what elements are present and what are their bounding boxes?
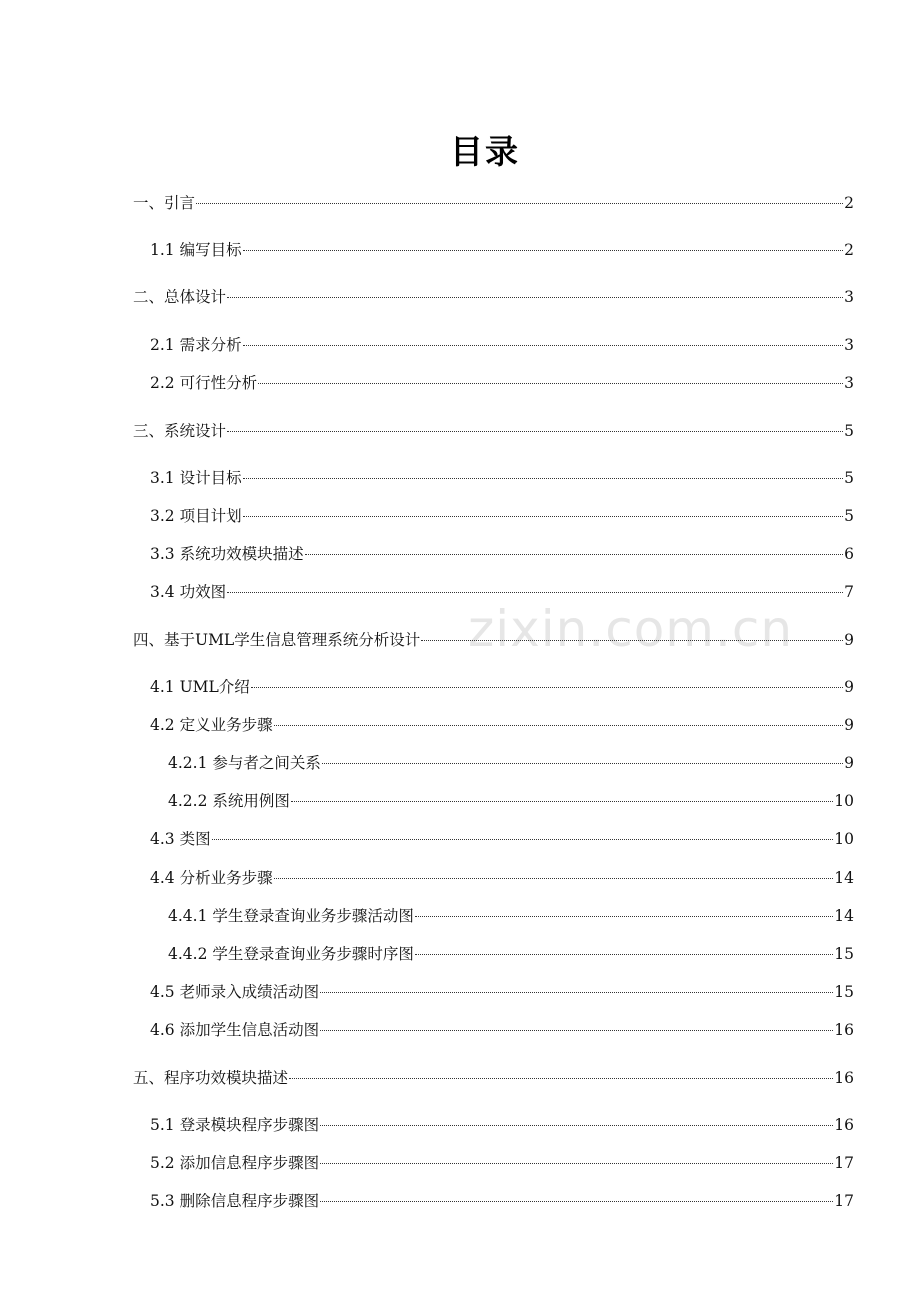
toc-entry-label: 2.2 可行性分析: [150, 374, 258, 392]
toc-entry-2[interactable]: [133, 284, 854, 310]
toc-entry-page: 6: [844, 545, 854, 563]
toc-entry-page: 15: [834, 945, 854, 963]
toc-leader-dots: [415, 916, 833, 917]
toc-leader-dots: [258, 383, 843, 384]
toc-entry-label: 五、程序功效模块描述: [133, 1069, 289, 1087]
toc-entry-label: 4.2.2 系统用例图: [168, 792, 290, 810]
toc-entry-page: 17: [834, 1192, 854, 1210]
toc-entry-page: 10: [834, 792, 854, 810]
toc-leader-dots: [289, 1078, 833, 1079]
toc-entry-5-3[interactable]: [150, 1188, 854, 1214]
toc-entry-label: 3.4 功效图: [150, 583, 227, 601]
toc-entry-label: 2.1 需求分析: [150, 336, 242, 354]
toc-entry-page: 2: [844, 241, 854, 259]
toc-leader-dots: [243, 478, 844, 479]
toc-entry-label: 4.3 类图: [150, 830, 211, 848]
toc-entry-label: 3.1 设计目标: [150, 469, 242, 487]
toc-entry-2-1[interactable]: [150, 332, 854, 358]
toc-leader-dots: [274, 725, 844, 726]
toc-entry-label: 4.5 老师录入成绩活动图: [150, 983, 320, 1001]
toc-entry-4-6[interactable]: [150, 1017, 854, 1043]
toc-leader-dots: [227, 592, 843, 593]
toc-entry-4-2-2[interactable]: [168, 788, 854, 814]
toc-entry-page: 10: [834, 830, 854, 848]
toc-leader-dots: [227, 431, 843, 432]
watermark: zixin.com.cn: [468, 600, 794, 658]
toc-entry-1-1[interactable]: [150, 237, 854, 263]
toc-entry-page: 9: [844, 716, 854, 734]
toc-entry-page: 14: [834, 869, 854, 887]
toc-entry-page: 3: [844, 374, 854, 392]
toc-leader-dots: [415, 954, 833, 955]
toc-leader-dots: [320, 1163, 833, 1164]
toc-entry-page: 16: [834, 1069, 854, 1087]
toc-entry-label: 4.2.1 参与者之间关系: [168, 754, 321, 772]
toc-entry-label: 3.3 系统功效模块描述: [150, 545, 304, 563]
toc-entry-page: 5: [844, 422, 854, 440]
toc-entry-page: 2: [844, 194, 854, 212]
toc-leader-dots: [320, 1125, 833, 1126]
toc-entry-4-4-1[interactable]: [168, 903, 854, 929]
toc-entry-label: 二、总体设计: [133, 288, 227, 306]
toc-leader-dots: [305, 554, 844, 555]
toc-entry-page: 14: [834, 907, 854, 925]
toc-entry-4-4-2[interactable]: [168, 941, 854, 967]
toc-entry-page: 15: [834, 983, 854, 1001]
toc-leader-dots: [322, 763, 843, 764]
toc-entry-label: 4.1 UML介绍: [150, 678, 250, 696]
toc-leader-dots: [320, 1201, 833, 1202]
toc-entry-label: 4.4.1 学生登录查询业务步骤活动图: [168, 907, 414, 925]
toc-leader-dots: [243, 250, 844, 251]
toc-entry-page: 16: [834, 1021, 854, 1039]
toc-leader-dots: [212, 839, 834, 840]
toc-entry-page: 5: [844, 469, 854, 487]
toc-entry-3-4[interactable]: [150, 579, 854, 605]
toc-entry-page: 5: [844, 507, 854, 525]
toc-entry-label: 4.4.2 学生登录查询业务步骤时序图: [168, 945, 414, 963]
toc-entry-5-2[interactable]: [150, 1150, 854, 1176]
toc-leader-dots: [227, 297, 843, 298]
toc-entry-page: 9: [844, 631, 854, 649]
toc-entry-label: 4.4 分析业务步骤: [150, 869, 273, 887]
toc-entry-label: 三、系统设计: [133, 422, 227, 440]
toc-leader-dots: [274, 878, 834, 879]
toc-entry-page: 3: [844, 288, 854, 306]
toc-leader-dots: [320, 1030, 833, 1031]
toc-entry-3-1[interactable]: [150, 465, 854, 491]
toc-leader-dots: [196, 203, 843, 204]
toc-entry-label: 4.6 添加学生信息活动图: [150, 1021, 320, 1039]
toc-entry-3-2[interactable]: [150, 503, 854, 529]
toc-entry-4-2[interactable]: [150, 712, 854, 738]
toc-entry-page: 9: [844, 754, 854, 772]
toc-entry-label: 1.1 编写目标: [150, 241, 242, 259]
toc-entry-page: 9: [844, 678, 854, 696]
toc-entry-label: 3.2 项目计划: [150, 507, 242, 525]
toc-leader-dots: [320, 992, 833, 993]
toc-entry-label: 5.3 删除信息程序步骤图: [150, 1192, 320, 1210]
toc-entry-label: 四、基于UML学生信息管理系统分析设计: [133, 631, 421, 649]
toc-entry-page: 17: [834, 1154, 854, 1172]
toc-entry-label: 一、引言: [133, 194, 196, 212]
toc-entry-5-1[interactable]: [150, 1112, 854, 1138]
toc-entry-3[interactable]: [133, 418, 854, 444]
toc-entry-4-4[interactable]: [150, 865, 854, 891]
toc-entry-1[interactable]: [133, 190, 854, 216]
toc-entry-5[interactable]: [133, 1065, 854, 1091]
toc-leader-dots: [421, 640, 843, 641]
toc-entry-label: 4.2 定义业务步骤: [150, 716, 273, 734]
toc-entry-3-3[interactable]: [150, 541, 854, 567]
toc-entry-4[interactable]: [133, 627, 854, 653]
toc-leader-dots: [243, 516, 844, 517]
toc-entry-4-5[interactable]: [150, 979, 854, 1005]
toc-leader-dots: [243, 345, 844, 346]
toc-entry-4-1[interactable]: [150, 674, 854, 700]
toc-entry-page: 7: [844, 583, 854, 601]
toc-entry-page: 16: [834, 1116, 854, 1134]
toc-entry-label: 5.2 添加信息程序步骤图: [150, 1154, 320, 1172]
toc-entry-4-2-1[interactable]: [168, 750, 854, 776]
toc-leader-dots: [251, 687, 843, 688]
toc-leader-dots: [291, 801, 833, 802]
toc-entry-4-3[interactable]: [150, 826, 854, 852]
toc-entry-2-2[interactable]: [150, 370, 854, 396]
toc-title: 目录: [450, 132, 520, 171]
toc-entry-label: 5.1 登录模块程序步骤图: [150, 1116, 320, 1134]
toc-entry-page: 3: [844, 336, 854, 354]
